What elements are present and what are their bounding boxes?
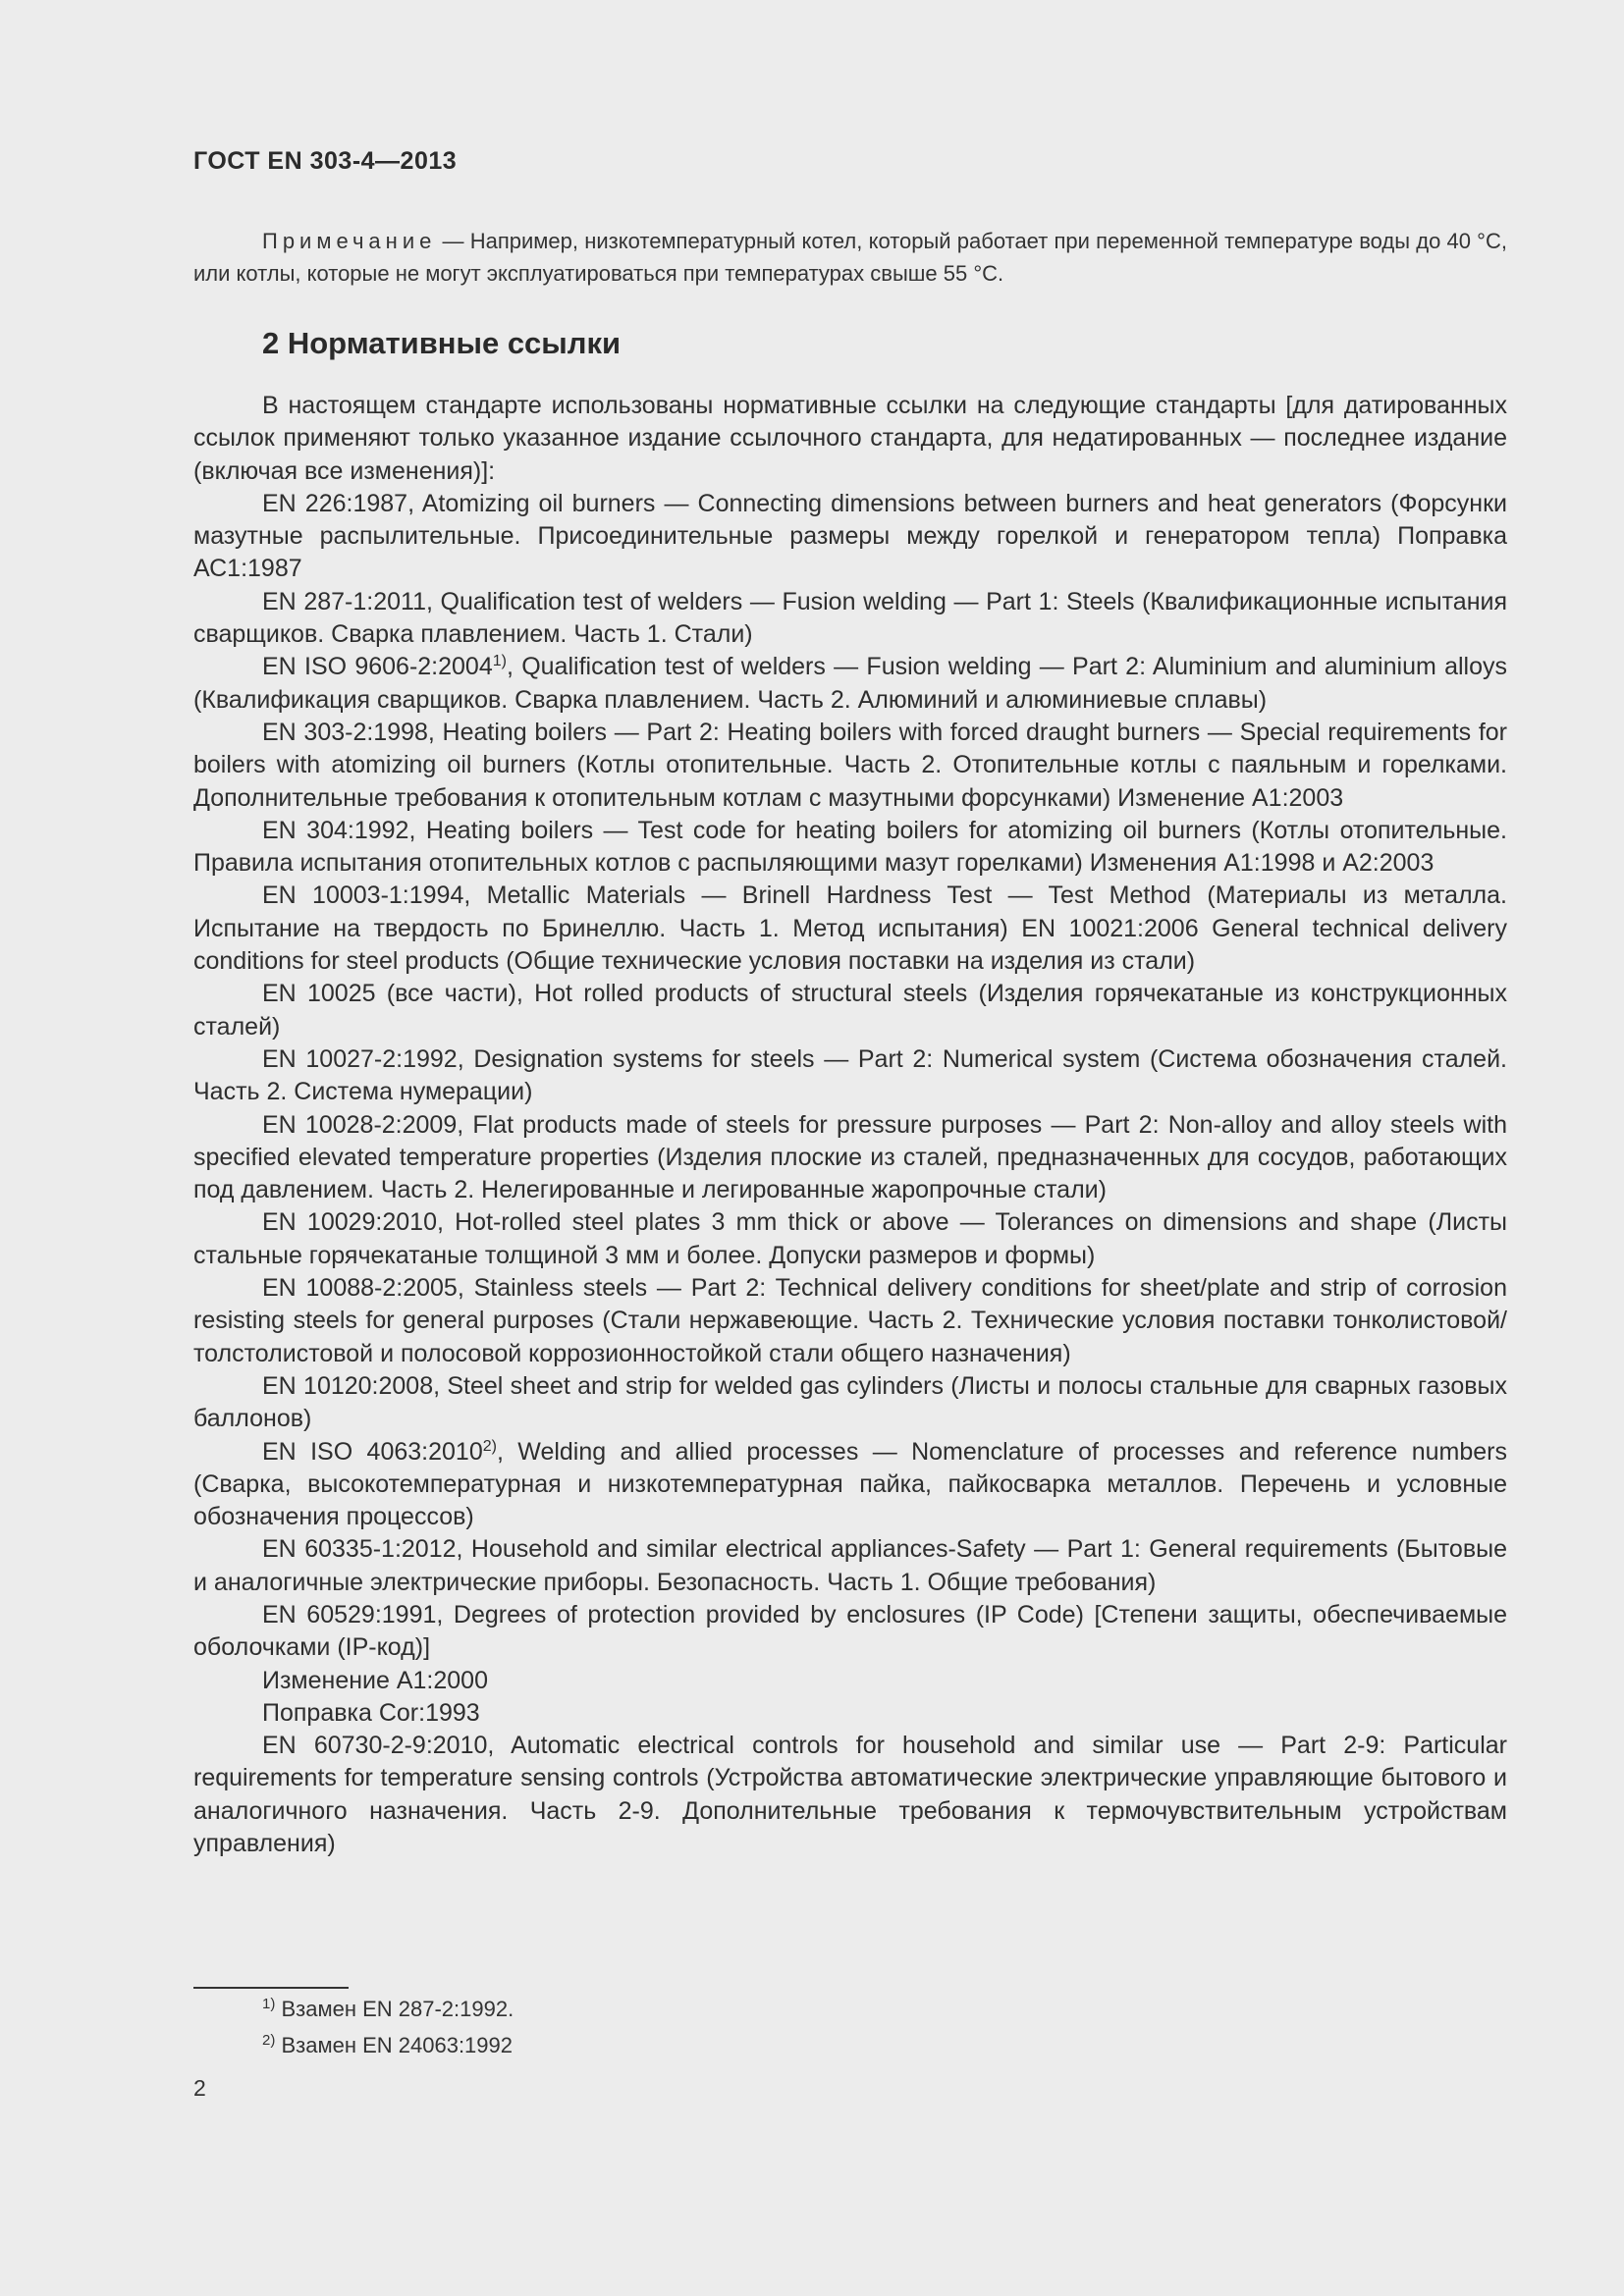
reference-en10088: EN 10088-2:2005, Stainless steels — Part 2: Technical delivery conditions for sheet/plate and strip of corrosion resisting steels for general purposes (Стали нержавеющие. Часть 2. Технические условия поставки тонколистовой/толстолистовой и полосовой коррозионностойкой стали общего назначения) (193, 1274, 1507, 1367)
footnote-ref-2: 2) (482, 1437, 497, 1455)
note-text: Например, низкотемпературный котел, который работает при переменной температуре воды до 40 °С, или котлы, которые не могут эксплуатироваться при температурах свыше 55 °С. (193, 229, 1507, 286)
reference-en226: EN 226:1987, Atomizing oil burners — Connecting dimensions between burners and heat generators (Форсунки мазутные распылительные. Присоединительные размеры между горелкой и генератором тепла) Поправка АС1:1987 (193, 489, 1507, 583)
reference-en304: EN 304:1992, Heating boilers — Test code for heating boilers for atomizing oil burners (Котлы отопительные. Правила испытания отопительных котлов с распыляющими мазут горелками) Изменения А1:1998 и А2:2003 (193, 816, 1507, 878)
footnote-2 (262, 2033, 513, 2058)
reference-en10120: EN 10120:2008, Steel sheet and strip for welded gas cylinders (Листы и полосы стальные для сварных газовых баллонов) (193, 1371, 1507, 1433)
reference-en4063 (193, 1436, 1507, 1534)
reference-en303: EN 303-2:1998, Heating boilers — Part 2: Heating boilers with forced draught burners — Special requirements for boilers with atomizing oil burners (Котлы отопительные. Часть 2. Отопительные котлы с паяльным и горелками. Дополнительные требования к отопительным котлам с мазутными форсунками) Изменение А1:2003 (193, 718, 1507, 812)
reference-en287: EN 287-1:2011, Qualification test of welders — Fusion welding — Part 1: Steels (Квалификационные испытания сварщиков. Сварка плавлением. Часть 1. Стали) (193, 587, 1507, 649)
footnote-ref-1: 1) (492, 653, 507, 670)
reference-en10027: EN 10027-2:1992, Designation systems for steels — Part 2: Numerical system (Система обозначения сталей. Часть 2. Система нумерации) (193, 1044, 1507, 1106)
reference-en10003: EN 10003-1:1994, Metallic Materials — Brinell Hardness Test — Test Method (Материалы из металла. Испытание на твердость по Бринеллю. Часть 1. Метод испытания) EN 10021:2006 General technical delivery conditions for steel products (Общие технические условия поставки на изделия из стали) (193, 881, 1507, 976)
section-title: 2 Нормативные ссылки (262, 326, 622, 360)
reference-en10029: EN 10029:2010, Hot-rolled steel plates 3 mm thick or above — Tolerances on dimensions and shape (Листы стальные горячекатаные толщиной 3 мм и более. Допуски размеров и формы) (193, 1208, 1507, 1269)
reference-en60529: EN 60529:1991, Degrees of protection provided by enclosures (IP Code) [Степени защиты, обеспечиваемые оболочками (IP-код)] (193, 1600, 1507, 1662)
reference-en9606-text: , Qualification test of welders — Fusion welding — Part 2: Aluminium and aluminium alloys (Квалификация сварщиков. Сварка плавлением. Часть 2. Алюминий и алюминиевые сплавы) (193, 653, 1507, 714)
amendment-line: Изменение А1:2000 (262, 1666, 488, 1694)
reference-en60730: EN 60730-2-9:2010, Automatic electrical controls for household and similar use — Part 2-9: Particular requirements for temperature sensing controls (Устройства автоматические электрические управляющие бытового и аналогичного назначения. Часть 2-9. Дополнительные требования к термочувствительным устройствам управления) (193, 1732, 1507, 1858)
note-label: Примечание (262, 229, 437, 253)
reference-en9606 (193, 651, 1507, 717)
reference-en9606-id: EN ISO 9606-2:2004 (262, 653, 493, 681)
reference-en4063-text: , Welding and allied processes — Nomenclature of processes and reference numbers (Сварка, высокотемпературная и низкотемпературная пайка, пайкосварка металлов. Перечень и условные обозначения процессов) (193, 1437, 1507, 1531)
footnote-1-mark: 1) (262, 1996, 276, 2012)
references-body (193, 390, 1507, 1860)
reference-en10028: EN 10028-2:2009, Flat products made of steels for pressure purposes — Part 2: Non-alloy and alloy steels with specified elevated temperature properties (Изделия плоские из сталей, предназначенных для сосудов, работающих под давлением. Часть 2. Нелегированные и легированные жаропрочные стали) (193, 1110, 1507, 1204)
footnote-2-text: Взамен EN 24063:1992 (281, 2033, 513, 2057)
reference-en60335: EN 60335-1:2012, Household and similar electrical appliances-Safety — Part 1: General requirements (Бытовые и аналогичные электрические приборы. Безопасность. Часть 1. Общие требования) (193, 1535, 1507, 1596)
reference-en4063-id: EN ISO 4063:2010 (262, 1437, 483, 1466)
footnote-2-mark: 2) (262, 2032, 276, 2049)
footnote-1 (262, 1997, 514, 2022)
intro-paragraph: В настоящем стандарте использованы нормативные ссылки на следующие стандарты [для датированных ссылок применяют только указанное издание ссылочного стандарта, для недатированных — последнее издание (включая все изменения)]: (193, 392, 1507, 485)
note-paragraph (193, 225, 1507, 290)
note-dash: — (436, 229, 470, 253)
footnote-divider (193, 1987, 349, 1989)
page-number: 2 (193, 2075, 206, 2101)
reference-en10025: EN 10025 (все части), Hot rolled products of structural steels (Изделия горячекатаные из конструкционных сталей) (193, 980, 1507, 1041)
footnote-1-text: Взамен EN 287-2:1992. (281, 1997, 514, 2021)
correction-line: Поправка Cor:1993 (262, 1698, 480, 1727)
document-header: ГОСТ EN 303-4—2013 (193, 147, 458, 175)
